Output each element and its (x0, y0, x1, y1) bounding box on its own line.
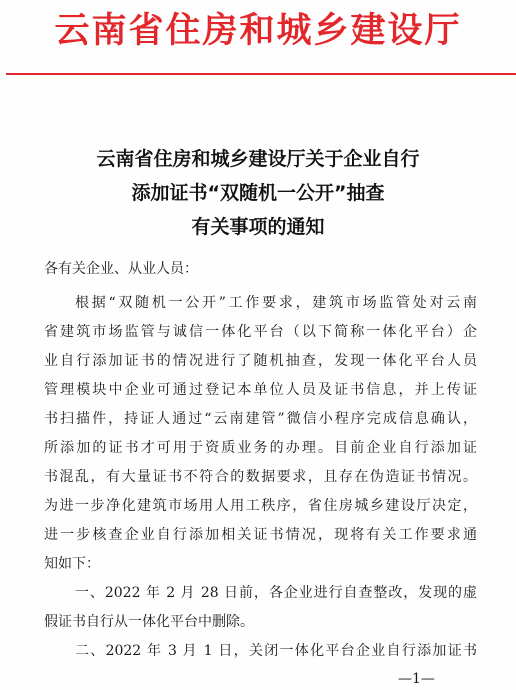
title-line-1: 云南省住房和城乡建设厅关于企业自行 (96, 148, 420, 170)
body-line: 管理模块中企业可通过登记本单位人员及证书信息，并上传证 (44, 382, 477, 398)
body-line: 根据“双随机一公开”工作要求，建筑市场监管处对云南 (75, 295, 477, 311)
letterhead-issuer: 云南省住房和城乡建设厅 (54, 11, 462, 51)
body-line: 省建筑市场监管与诚信一体化平台（以下简称一体化平台）企 (44, 324, 477, 340)
body-line: 假证书自行从一体化平台中删除。 (44, 614, 254, 630)
body-line: 书混乱，有大量证书不符合的数据要求，且存在伪造证书情况。 (44, 469, 477, 485)
title-line-3: 有关事项的通知 (191, 216, 325, 238)
body-line: 所添加的证书才可用于资质业务的办理。目前企业自行添加证 (44, 440, 477, 456)
body-line: 二、2022 年 3 月 1 日，关闭一体化平台企业自行添加证书 (75, 643, 477, 659)
title-line-2: 添加证书“双随机一公开”抽查 (131, 182, 385, 204)
page-number: —1— (398, 671, 435, 687)
letterhead-red-rule (6, 73, 516, 75)
body-line: 一、2022 年 2 月 28 日前，各企业进行自查整改，发现的虚 (75, 585, 477, 601)
body-line: 书扫描件，持证人通过“云南建管”微信小程序完成信息确认， (44, 411, 477, 427)
body-line: 进一步核查企业自行添加相关证书情况，现将有关工作要求通 (44, 527, 477, 543)
body-line: 为进一步净化建筑市场用人用工秩序，省住房城乡建设厅决定， (44, 498, 477, 514)
document-title (0, 142, 516, 244)
body-line: 业自行添加证书的情况进行了随机抽查，发现一体化平台人员 (44, 353, 477, 369)
body-line: 知如下： (44, 556, 100, 572)
salutation: 各有关企业、从业人员： (44, 261, 198, 277)
